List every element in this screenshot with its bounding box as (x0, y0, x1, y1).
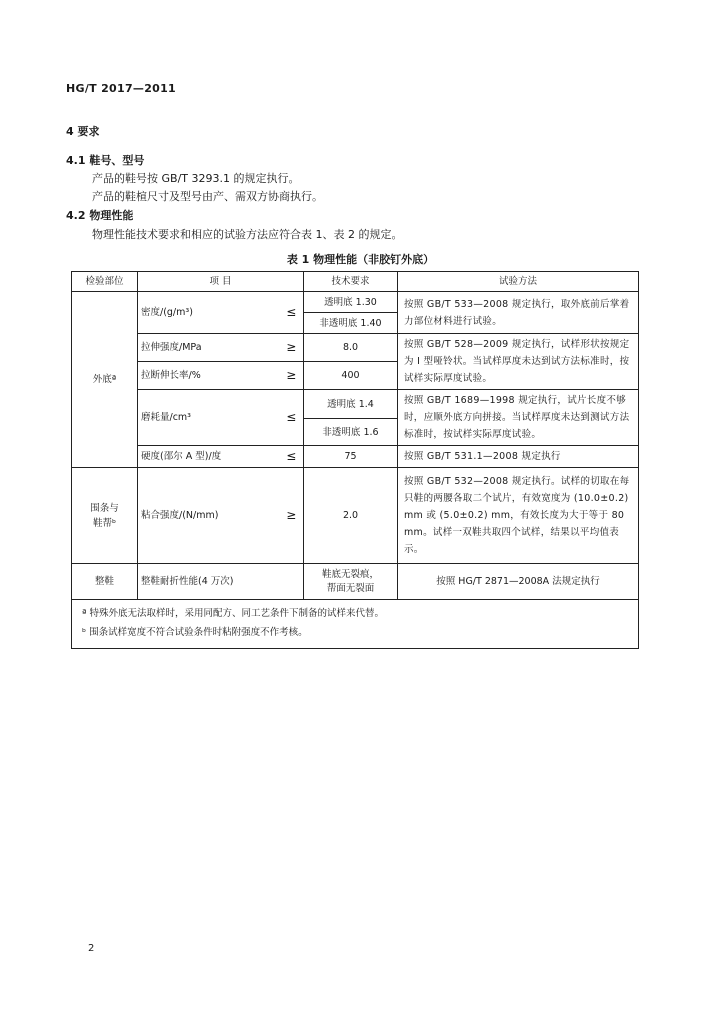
density-item: 密度/(g/m³) (138, 292, 280, 334)
table-header-row (72, 272, 639, 292)
abrasion-symbol: ≤ (280, 390, 304, 446)
hardness-symbol: ≤ (280, 446, 304, 468)
header-method: 试验方法 (398, 272, 639, 292)
table-row (72, 446, 639, 468)
abrasion-req-1: 透明底 1.4 (304, 390, 398, 419)
density-symbol: ≤ (280, 292, 304, 334)
fold-method: 按照 HG/T 2871—2008A 法规定执行 (398, 564, 639, 600)
tensile-item: 拉伸强度/MPa (138, 334, 280, 362)
table-row (72, 564, 639, 600)
table-row (72, 292, 639, 313)
note-a: ª 特殊外底无法取样时，采用同配方、同工艺条件下制备的试样来代替。 (82, 608, 384, 619)
section-4-1-line-1: 产品的鞋号按 GB/T 3293.1 的规定执行。 (92, 172, 300, 185)
section-4-1-line-2: 产品的鞋楦尺寸及型号由产、需双方协商执行。 (92, 190, 323, 203)
bond-req: 2.0 (304, 468, 398, 564)
table-row (72, 334, 639, 362)
tensile-method: 按照 GB/T 528—2009 规定执行，试样形状按规定为 I 型哑铃状。当试样厚度未达到试方法标准时，按试样实际厚度试验。 (398, 334, 639, 390)
hardness-item: 硬度(邵尔 A 型)/度 (138, 446, 280, 468)
bond-item: 粘合强度/(N/mm) (138, 468, 280, 564)
physical-properties-table (71, 271, 639, 649)
group-whole-shoe: 整鞋 (72, 564, 138, 600)
table-row (72, 390, 639, 419)
tensile-req: 8.0 (304, 334, 398, 362)
section-4-2-line: 物理性能技术要求和相应的试验方法应符合表 1、表 2 的规定。 (92, 228, 403, 241)
header-requirement: 技术要求 (304, 272, 398, 292)
table-notes-row (72, 600, 639, 649)
section-4-title: 4 要求 (66, 125, 100, 138)
bond-symbol: ≥ (280, 468, 304, 564)
page-number: 2 (88, 943, 95, 954)
group-outsole: 外底ª (72, 292, 138, 468)
hardness-req: 75 (304, 446, 398, 468)
section-4-2-title: 4.2 物理性能 (66, 209, 134, 222)
table-notes (72, 600, 639, 649)
density-method: 按照 GB/T 533—2008 规定执行，取外底前后掌着力部位材料进行试验。 (398, 292, 639, 334)
bond-method: 按照 GB/T 532—2008 规定执行。试样的切取在每只鞋的两腰各取二个试片，有效宽度为 (10.0±0.2) mm 或 (5.0±0.2) mm，有效长度为大于等于 80 mm。试样一双鞋共取四个试样，结果以平均值表示。 (398, 468, 639, 564)
standard-number: HG/T 2017—2011 (66, 82, 177, 95)
note-b: ᵇ 围条试样宽度不符合试验条件时粘附强度不作考核。 (82, 627, 308, 638)
abrasion-item: 磨耗量/cm³ (138, 390, 280, 446)
section-4-1-title: 4.1 鞋号、型号 (66, 154, 145, 167)
table-caption: 表 1 物理性能（非胶钉外底） (286, 253, 435, 266)
density-req-1: 透明底 1.30 (304, 292, 398, 313)
header-item: 项 目 (138, 272, 304, 292)
tensile-symbol: ≥ (280, 334, 304, 362)
density-req-2: 非透明底 1.40 (304, 313, 398, 334)
header-part: 检验部位 (72, 272, 138, 292)
hardness-method: 按照 GB/T 531.1—2008 规定执行 (398, 446, 639, 468)
elongation-item: 拉断伸长率/% (138, 362, 280, 390)
group-strip-upper: 围条与 鞋帮ᵇ (72, 468, 138, 564)
abrasion-method: 按照 GB/T 1689—1998 规定执行，试片长度不够时，应顺外底方向拼接。当试样厚度未达到测试方法标准时，按试样实际厚度试验。 (398, 390, 639, 446)
fold-req: 鞋底无裂痕， 帮面无裂面 (304, 564, 398, 600)
elongation-req: 400 (304, 362, 398, 390)
fold-item: 整鞋耐折性能(4 万次) (138, 564, 304, 600)
table-row (72, 468, 639, 564)
elongation-symbol: ≥ (280, 362, 304, 390)
abrasion-req-2: 非透明底 1.6 (304, 419, 398, 446)
